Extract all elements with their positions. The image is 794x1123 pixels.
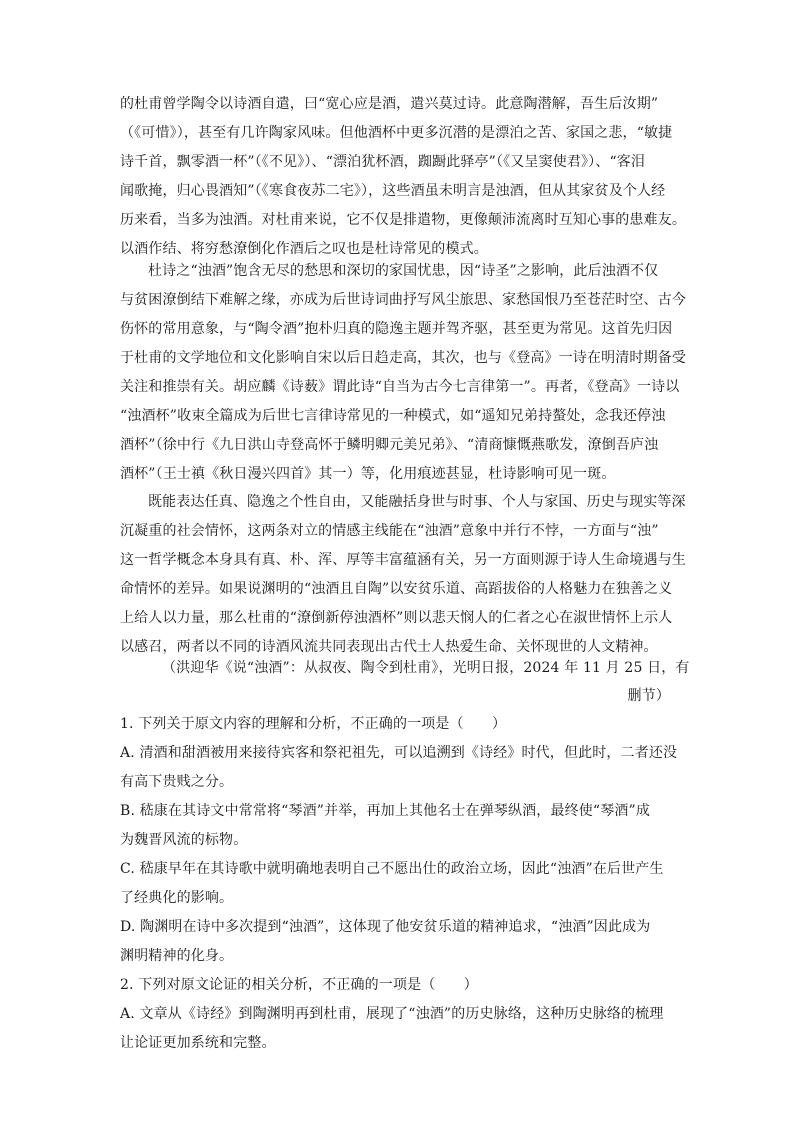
option-c-line: 了经典化的影响。 (120, 890, 234, 906)
article-line: 沉凝重的社会情怀，这两条对立的情感主线能在“浊酒”意象中并行不悖，一方面与“浊” (120, 523, 659, 539)
article-line: 杜诗之“浊酒”饱含无尽的愁思和深切的家国忧患，因“诗圣”之影响，此后浊酒不仅 (148, 263, 659, 279)
article-line: 以酒作结、将穷愁潦倒化作酒后之叹也是杜诗常见的模式。 (120, 241, 488, 257)
option-d-line: D. 陶渊明在诗中多次提到“浊酒”，这体现了他安贫乐道的精神追求，“浊酒”因此成为 (120, 919, 651, 935)
article-line: 与贫困潦倒结下难解之缘，亦成为后世诗词曲抒写风尘旅思、家愁国恨乃至苍茫时空、古今 (120, 292, 686, 308)
question-stem: 1. 下列关于原文内容的理解和分析，不正确的一项是（ ） (120, 716, 507, 732)
article-line: 既能表达任真、隐逸之个性自由，又能融括身世与时事、个人与家国、历史与现实等深 (148, 494, 686, 510)
article-line: 闻歌掩，归心畏酒知”（《寒食夜苏二宅》），这些酒虽未明言是浊酒，但从其家贫及个人经 (120, 183, 666, 199)
article-line: 酒杯”（王士禛《秋日漫兴四首》其一）等，化用痕迹甚显，杜诗影响可见一斑。 (120, 466, 616, 482)
article-line: 诗千首，飘零酒一杯”（《不见》）、“漂泊犹杯酒，踟蹰此驿亭”（《又呈窦使君》）、“客泪 (120, 154, 646, 170)
option-a-line: 有高下贵贱之分。 (120, 774, 234, 790)
question-stem: 2. 下列对原文论证的相关分析，不正确的一项是（ ） (120, 977, 478, 993)
article-line: 上给人以力量，那么杜甫的“潦倒新停浊酒杯”则以悲天悯人的仁者之心在淑世情怀上示人 (120, 610, 673, 626)
option-a-line: 让论证更加系统和完整。 (120, 1035, 276, 1051)
article-line: 历来看，当多为浊酒。对杜甫来说，它不仅是排遣物，更像颠沛流离时互知心事的患难友。 (120, 212, 686, 228)
option-b-line: B. 嵇康在其诗文中常常将“琴酒”并举，再加上其他名士在弹琴纵酒，最终使“琴酒”成 (120, 803, 650, 819)
article-line: 于杜甫的文学地位和文化影响自宋以后日趋走高，其次，也与《登高》一诗在明清时期备受 (120, 350, 686, 366)
option-b-line: 为魏晋风流的标物。 (120, 832, 248, 848)
citation-line: 删节） (627, 688, 670, 704)
option-d-line: 渊明精神的化身。 (120, 948, 234, 964)
option-c-line: C. 嵇康早年在其诗歌中就明确地表明自己不愿出仕的政治立场，因此“浊酒”在后世产生 (120, 861, 664, 877)
article-line: 命情怀的差异。如果说渊明的“浊酒且自陶”以安贫乐道、高蹈拔俗的人格魅力在独善之义 (120, 581, 673, 597)
article-line: 这一哲学概念本身具有真、朴、浑、厚等丰富蕴涵有关，另一方面则源于诗人生命境遇与生 (120, 552, 686, 568)
article-line: 关注和推崇有关。胡应麟《诗薮》谓此诗“自当为古今七言律第一”。再者，《登高》一诗以 (120, 379, 680, 395)
article-line: （《可惜》），甚至有几许陶家风味。但他酒杯中更多沉潜的是漂泊之苦、家国之悲，“敏捷 (120, 125, 673, 141)
article-line: 酒杯”（徐中行《九日洪山寺登高怀于鳞明卿元美兄弟》、“清商慷慨燕歌发，潦倒吾庐浊 (120, 437, 659, 453)
article-line: 伤怀的常用意象，与“陶令酒”抱朴归真的隐逸主题并驾齐驱，甚至更为常见。这首先归因 (120, 321, 673, 337)
article-line: 以感召，两者以不同的诗酒风流共同表现出古代士人热爱生命、关怀现世的人文精神。 (120, 639, 658, 655)
article-line: “浊酒杯”收束全篇成为后世七言律诗常见的一种模式，如“遥知兄弟持螯处，念我还停浊 (120, 408, 666, 424)
option-a-line: A. 清酒和甜酒被用来接待宾客和祭祀祖先，可以追溯到《诗经》时代，但此时，二者还没 (120, 745, 678, 761)
article-line: 的杜甫曾学陶令以诗酒自遣，曰“宽心应是酒，遣兴莫过诗。此意陶潜解，吾生后汝期” (120, 96, 659, 112)
option-a-line: A. 文章从《诗经》到陶渊明再到杜甫，展现了“浊酒”的历史脉络，这种历史脉络的梳理 (120, 1006, 664, 1022)
citation-line: （洪迎华《说“浊酒”：从叔夜、陶令到杜甫》，光明日报，2024 年 11 月 25 日，有 (162, 660, 690, 676)
